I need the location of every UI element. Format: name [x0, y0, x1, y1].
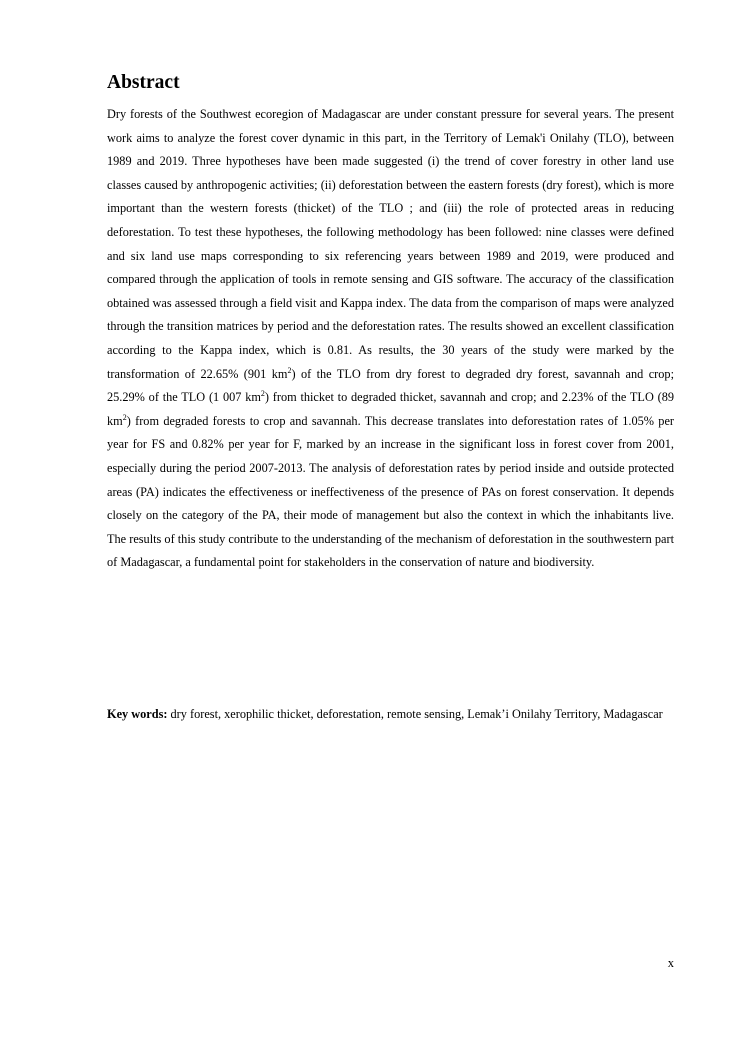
keywords-paragraph [107, 703, 674, 727]
keywords-label: Key words: [107, 707, 168, 721]
abstract-text-part-4: ) from degraded forests to crop and savannah. This decrease translates into deforestation rates of 1.05% per year for FS and 0.82% per year for F, marked by an increase in the significant loss in forest cover from 2001, especially during the period 2007-2013. The analysis of deforestation rates by period inside and outside protected areas (PA) indicates the effectiveness or ineffectiveness of the presence of PAs on forest conservation. It depends closely on the category of the PA, their mode of management but also the context in which the inhabitants live. The results of this study contribute to the understanding of the mechanism of deforestation in the southwestern part of Madagascar, a fundamental point for stakeholders in the conservation of nature and biodiversity. [107, 413, 674, 570]
page-number: x [667, 956, 674, 970]
abstract-text-part-2: ) of the TLO from dry forest to degraded dry forest, savannah and crop; 25.29% of the TLO (1 007 km [107, 366, 674, 405]
abstract-text-part-3: ) from thicket to degraded thicket, savannah and crop; and 2.23% of the TLO (89 km [107, 390, 674, 428]
abstract-text-part-1: Dry forests of the Southwest ecoregion of Madagascar are under constant pressure for several years. The present work aims to analyze the forest cover dynamic in this part, in the Territory of Lemak'i Onilahy (TLO), between 1989 and 2019. Three hypotheses have been made suggested (i) the trend of cover forestry in other land use classes caused by anthropogenic activities; (ii) deforestation between the eastern forests (dry forest), which is more important than the western forests (thicket) of the TLO ; and (iii) the role of protected areas in reducing deforestation. To test these hypotheses, the following methodology has been followed: nine classes were defined and six land use maps corresponding to six referencing years between 1989 and 2019, were produced and compared through the application of tools in remote sensing and GIS software. The accuracy of the classification obtained was assessed through a field visit and Kappa index. The data from the comparison of maps were analyzed through the transition matrices by period and the deforestation rates. The results showed an excellent classification according to the Kappa index, which is 0.81. As results, the 30 years of the study were marked by the transformation of 22.65% (901 km [107, 107, 674, 381]
superscript-squared: 2 [260, 389, 265, 399]
abstract-paragraph [107, 103, 674, 575]
abstract-heading: Abstract [107, 72, 180, 93]
superscript-squared: 2 [287, 365, 292, 375]
superscript-squared: 2 [122, 412, 127, 422]
keywords-text: dry forest, xerophilic thicket, deforestation, remote sensing, Lemak’i Onilahy Territory, Madagascar [167, 707, 663, 721]
